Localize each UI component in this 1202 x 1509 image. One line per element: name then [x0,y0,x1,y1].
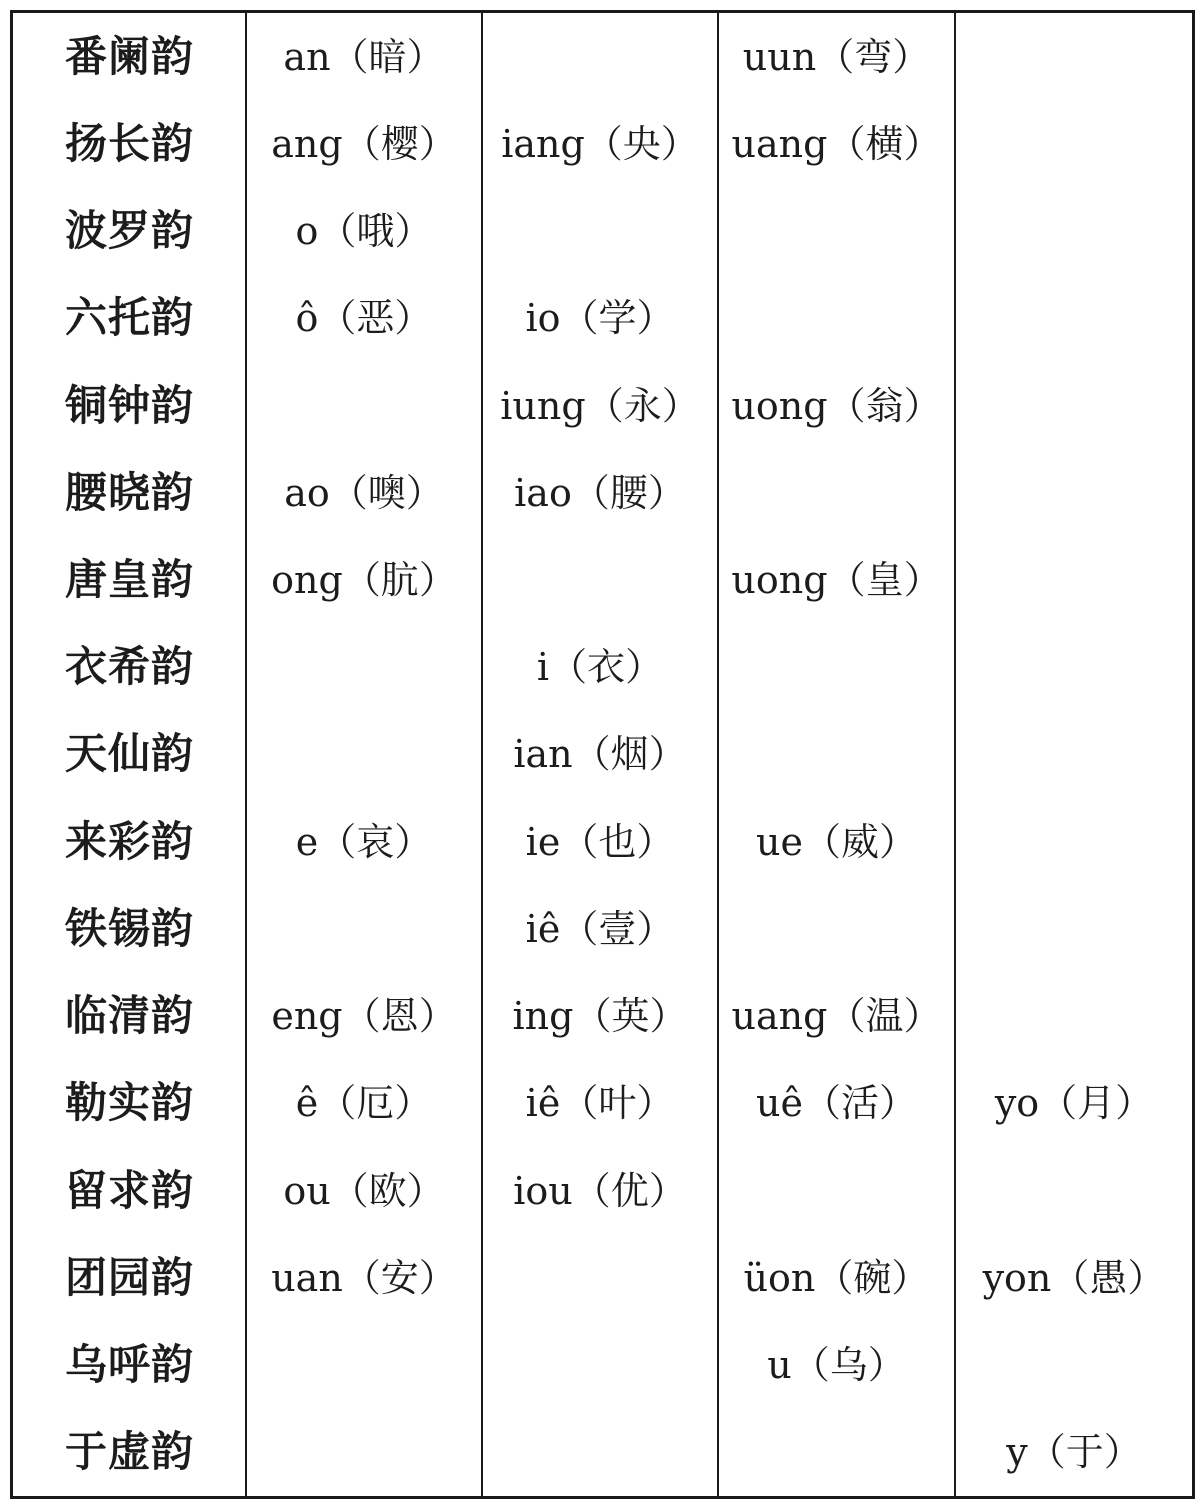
table-row [13,798,1192,885]
table-row [13,1234,1192,1321]
rhyme-cell [955,187,1192,274]
rhyme-cell: iang（央） [482,100,718,187]
rhyme-cell: uang（横） [718,100,955,187]
rhyme-name: 腰晓韵 [65,467,195,517]
rhyme-cell [955,798,1192,885]
rhyme-cell: ian（烟） [482,711,718,798]
rhyme-cell: iao（腰） [482,449,718,536]
table-row [13,1060,1192,1147]
rhyme-cell [955,1147,1192,1234]
rhyme-cell [718,624,955,711]
rhyme-cell: e（哀） [246,798,482,885]
rhyme-cell: yo（月） [955,1060,1192,1147]
rhyme-cell: ô（恶） [246,275,482,362]
rhyme-name: 天仙韵 [65,729,195,779]
rhyme-cell: ê（厄） [246,1060,482,1147]
rhyme-cell [955,1322,1192,1409]
rhyme-name: 波罗韵 [65,206,195,256]
rhyme-cell [955,100,1192,187]
rhyme-cell [246,624,482,711]
rhyme-name: 勒实韵 [65,1078,195,1128]
rhyme-cell: o（哦） [246,187,482,274]
rhyme-cell: ao（噢） [246,449,482,536]
rhyme-cell [955,624,1192,711]
rhyme-cell: iou（优） [482,1147,718,1234]
rhyme-cell [955,275,1192,362]
rhyme-cell: ong（肮） [246,536,482,623]
table-row [13,536,1192,623]
rhyme-cell [246,885,482,972]
rhyme-name: 铜钟韵 [65,380,195,430]
rhyme-name: 来彩韵 [65,816,195,866]
rhyme-cell: u（乌） [718,1322,955,1409]
rhyme-cell [718,1409,955,1496]
rhyme-cell [482,187,718,274]
rhyme-cell [718,449,955,536]
rhyme-cell [955,362,1192,449]
rhyme-cell: y（于） [955,1409,1192,1496]
rhyme-cell [482,1322,718,1409]
rhyme-table [13,13,1192,1496]
rhyme-cell: eng（恩） [246,973,482,1060]
table-row [13,1147,1192,1234]
rhyme-cell [718,187,955,274]
table-row [13,885,1192,972]
table-row [13,100,1192,187]
rhyme-cell: uong（翁） [718,362,955,449]
rhyme-cell: uan（安） [246,1234,482,1321]
rhyme-cell [955,711,1192,798]
table-row [13,13,1192,100]
rhyme-cell: ue（威） [718,798,955,885]
rhyme-name: 于虚韵 [65,1427,195,1477]
rhyme-cell: i（衣） [482,624,718,711]
rhyme-cell [246,711,482,798]
rhyme-cell: üon（碗） [718,1234,955,1321]
rhyme-cell [955,13,1192,100]
rhyme-cell [955,449,1192,536]
rhyme-name: 铁锡韵 [65,903,195,953]
table-row [13,711,1192,798]
rhyme-cell [482,13,718,100]
rhyme-name: 六托韵 [65,293,195,343]
rhyme-cell: iê（叶） [482,1060,718,1147]
table-row [13,1409,1192,1496]
rhyme-cell: ang（樱） [246,100,482,187]
rhyme-cell [718,1147,955,1234]
rhyme-cell: uang（温） [718,973,955,1060]
rhyme-cell [718,885,955,972]
table-row [13,362,1192,449]
rhyme-cell [246,362,482,449]
table-row [13,275,1192,362]
rhyme-cell [955,973,1192,1060]
rhyme-cell: yon（愚） [955,1234,1192,1321]
rhyme-cell: an（暗） [246,13,482,100]
rhyme-cell: ing（英） [482,973,718,1060]
rhyme-name: 临清韵 [65,991,195,1041]
table-row [13,187,1192,274]
rhyme-cell [482,1234,718,1321]
rhyme-cell: ou（欧） [246,1147,482,1234]
rhyme-cell: iung（永） [482,362,718,449]
rhyme-cell [246,1322,482,1409]
rhyme-name: 扬长韵 [65,118,195,168]
rhyme-cell: uê（活） [718,1060,955,1147]
table-row [13,624,1192,711]
rhyme-cell [718,275,955,362]
rhyme-cell [718,711,955,798]
rhyme-cell: iê（壹） [482,885,718,972]
rhyme-name: 留求韵 [65,1165,195,1215]
rhyme-name: 衣希韵 [65,642,195,692]
rhyme-table-frame [10,10,1195,1499]
rhyme-cell [482,536,718,623]
table-row [13,973,1192,1060]
rhyme-name: 番阑韵 [65,31,195,81]
rhyme-cell: uong（皇） [718,536,955,623]
table-row [13,449,1192,536]
rhyme-name: 团园韵 [65,1252,195,1302]
rhyme-cell [246,1409,482,1496]
rhyme-cell [955,885,1192,972]
rhyme-cell: ie（也） [482,798,718,885]
table-row [13,1322,1192,1409]
rhyme-cell: io（学） [482,275,718,362]
rhyme-name: 乌呼韵 [65,1340,195,1390]
rhyme-cell [955,536,1192,623]
rhyme-cell: uun（弯） [718,13,955,100]
rhyme-cell [482,1409,718,1496]
rhyme-name: 唐皇韵 [65,555,195,605]
